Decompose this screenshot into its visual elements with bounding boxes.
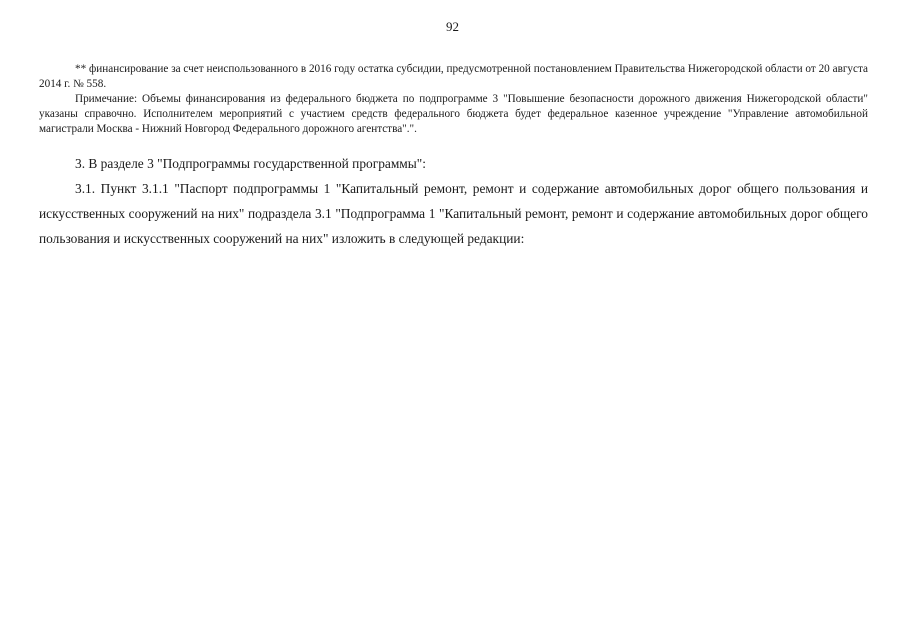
note-block (39, 92, 868, 137)
section-3-block (39, 151, 868, 176)
footnote-block (39, 62, 868, 92)
page-number: 92 (446, 19, 459, 34)
footnote-text: ** финансирование за счет неиспользованного в 2016 году остатка субсидии, предусмотренной постановлением Правительства Нижегородской области от 20 августа 2014 г. № 558. (39, 63, 868, 90)
section-3-heading: 3. В разделе 3 "Подпрограммы государственной программы": (75, 156, 426, 171)
item-3-1-block (39, 176, 868, 251)
note-text: Примечание: Объемы финансирования из федерального бюджета по подпрограмме 3 "Повышение безопасности дорожного движения Нижегородской области" указаны справочно. Исполнителем мероприятий с участием средств федерального бюджета будет федеральное казенное учреждение "Управление автомобильной магистрали Москва - Нижний Новгород Федерального дорожного агентства".". (39, 93, 868, 135)
item-3-1-paragraph: 3.1. Пункт 3.1.1 "Паспорт подпрограммы 1 "Капитальный ремонт, ремонт и содержание автомобильных дорог общего пользования и искусственных сооружений на них" подраздела 3.1 "Подпрограмма 1 "Капитальный ремонт, ремонт и содержание автомобильных дорог общего пользования и искусственных сооружений на них" изложить в следующей редакции: (39, 181, 868, 246)
